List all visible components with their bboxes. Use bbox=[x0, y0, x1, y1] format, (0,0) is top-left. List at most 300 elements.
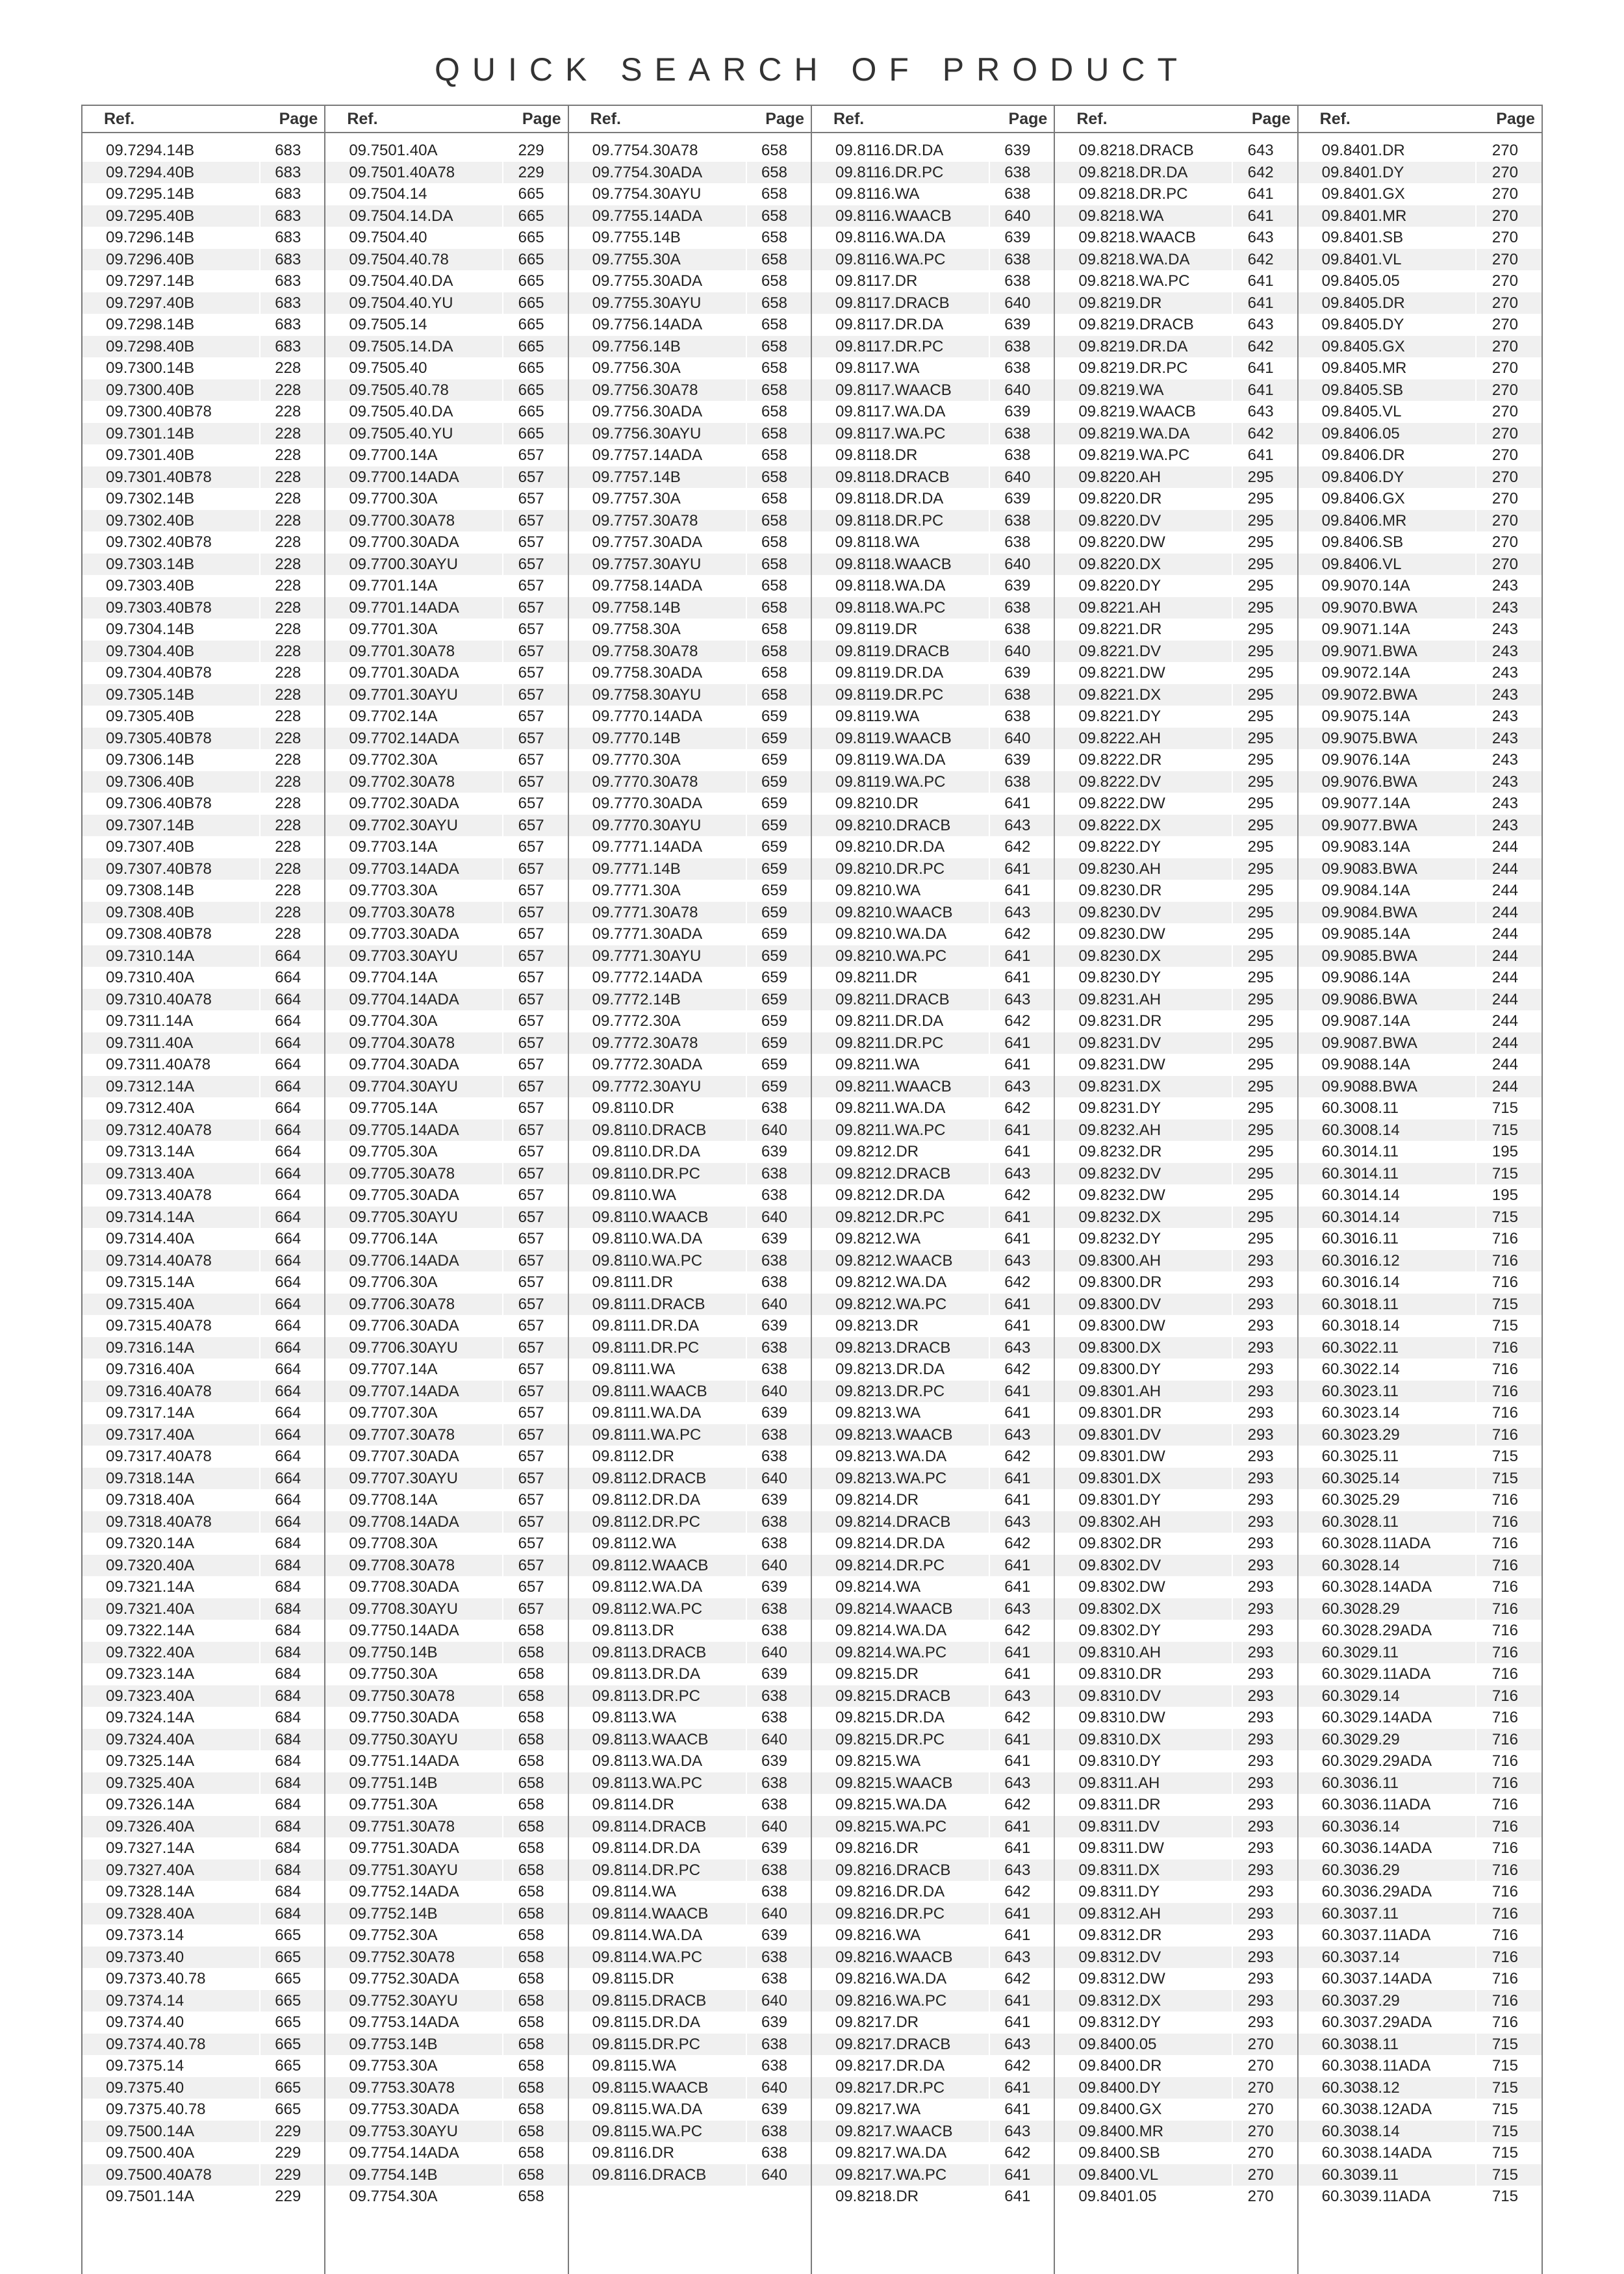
ref-code: 09.8117.DRACB bbox=[835, 294, 950, 312]
page-number: 293 bbox=[1232, 1794, 1297, 1816]
ref-code: 09.9087.BWA bbox=[1321, 1034, 1417, 1052]
table-row bbox=[82, 1424, 324, 1446]
ref-code: 09.8220.DY bbox=[1078, 577, 1161, 594]
page-number: 684 bbox=[259, 1903, 324, 1925]
table-row bbox=[1299, 662, 1542, 684]
page-number: 293 bbox=[1232, 1381, 1297, 1403]
ref-code: 09.8118.WA bbox=[835, 533, 920, 551]
table-row bbox=[1299, 1359, 1542, 1381]
page-number: 643 bbox=[989, 815, 1054, 837]
page-number: 657 bbox=[502, 1424, 567, 1446]
page-number: 658 bbox=[746, 423, 811, 445]
column-header bbox=[1299, 105, 1542, 133]
table-row bbox=[812, 1968, 1054, 1990]
ref-code: 09.7373.40.78 bbox=[106, 1970, 206, 1987]
table-row bbox=[325, 466, 567, 489]
page-number: 665 bbox=[502, 249, 567, 271]
ref-code: 09.8210.WAACB bbox=[835, 903, 953, 921]
page-number: 638 bbox=[746, 1184, 811, 1207]
page-number: 228 bbox=[259, 858, 324, 880]
ref-code: 09.7704.30ADA bbox=[349, 1056, 459, 1073]
table-row bbox=[812, 619, 1054, 641]
ref-code: 09.7770.14B bbox=[592, 729, 681, 747]
table-row bbox=[325, 1990, 567, 2012]
ref-code: 09.7317.14A bbox=[106, 1404, 195, 1422]
ref-code: 09.8312.DV bbox=[1078, 1948, 1161, 1966]
ref-code: 09.7295.14B bbox=[106, 185, 195, 203]
page-number: 270 bbox=[1475, 423, 1542, 445]
ref-code: 09.8405.GX bbox=[1321, 337, 1405, 355]
page-number: 643 bbox=[989, 902, 1054, 924]
ref-code: 09.7501.40A78 bbox=[349, 163, 455, 181]
ref-code: 09.8115.WA.DA bbox=[592, 2101, 703, 2118]
page-number: 641 bbox=[989, 1207, 1054, 1229]
page-number: 684 bbox=[259, 1707, 324, 1729]
ref-code: 60.3038.12 bbox=[1321, 2078, 1400, 2097]
ref-code: 09.8300.DW bbox=[1078, 1317, 1165, 1335]
ref-code: 09.8311.DY bbox=[1078, 1883, 1160, 1900]
page-number: 716 bbox=[1475, 1424, 1542, 1446]
table-row bbox=[569, 2055, 811, 2077]
page-header: Page bbox=[765, 109, 804, 128]
ref-code: 09.8311.DV bbox=[1078, 1817, 1160, 1835]
table-row bbox=[1055, 1010, 1297, 1032]
ref-code: 09.9075.14A bbox=[1321, 708, 1410, 725]
table-row bbox=[569, 1533, 811, 1555]
page-number: 658 bbox=[746, 379, 811, 402]
ref-code: 60.3014.14 bbox=[1321, 1186, 1400, 1204]
page-number: 641 bbox=[989, 858, 1054, 880]
page-number: 716 bbox=[1475, 1555, 1542, 1577]
page-number: 638 bbox=[746, 1881, 811, 1903]
table-row bbox=[1299, 1794, 1542, 1816]
page-number: 657 bbox=[502, 815, 567, 837]
ref-code: 09.7298.14B bbox=[106, 316, 195, 333]
page-number: 638 bbox=[989, 249, 1054, 271]
ref-code: 09.9087.14A bbox=[1321, 1012, 1410, 1030]
ref-code: 09.8221.DW bbox=[1078, 664, 1165, 682]
ref-code: 09.8214.DR.PC bbox=[835, 1556, 945, 1574]
ref-code: 09.7310.14A bbox=[106, 947, 195, 965]
ref-code: 09.7757.30AYU bbox=[592, 555, 702, 573]
page-number: 295 bbox=[1232, 836, 1297, 858]
table-row bbox=[569, 1294, 811, 1316]
ref-code: 09.7756.30AYU bbox=[592, 424, 702, 442]
page-number: 228 bbox=[259, 641, 324, 663]
page-number: 659 bbox=[746, 749, 811, 771]
table-row bbox=[82, 140, 324, 162]
ref-code: 09.8217.WA.DA bbox=[835, 2144, 947, 2162]
table-row bbox=[812, 314, 1054, 336]
table-row bbox=[1299, 836, 1542, 858]
ref-code: 09.8213.WA.PC bbox=[835, 1469, 947, 1487]
ref-code: 09.7316.14A bbox=[106, 1338, 195, 1357]
page-number: 642 bbox=[989, 1620, 1054, 1642]
table-row bbox=[1299, 597, 1542, 619]
ref-code: 09.7500.40A78 bbox=[106, 2165, 212, 2184]
ref-code: 09.8211.DRACB bbox=[835, 990, 950, 1008]
page-number: 638 bbox=[989, 510, 1054, 532]
page-number: 657 bbox=[502, 880, 567, 902]
page-number: 716 bbox=[1475, 1337, 1542, 1359]
ref-code: 09.7750.14B bbox=[349, 1643, 438, 1661]
table-row bbox=[569, 1424, 811, 1446]
ref-code: 09.8112.WA bbox=[592, 1535, 677, 1552]
ref-code: 09.8112.DR.PC bbox=[592, 1513, 700, 1531]
table-row bbox=[325, 967, 567, 989]
table-row bbox=[325, 1685, 567, 1707]
page-number: 228 bbox=[259, 597, 324, 619]
table-row bbox=[325, 619, 567, 641]
page-number: 270 bbox=[1232, 2142, 1297, 2164]
ref-code: 09.7301.40B78 bbox=[106, 468, 212, 486]
page-number: 243 bbox=[1475, 662, 1542, 684]
page-number: 228 bbox=[259, 379, 324, 402]
ref-code: 09.8114.WA.DA bbox=[592, 1926, 703, 1944]
ref-code: 60.3038.12ADA bbox=[1321, 2101, 1432, 2118]
page-number: 270 bbox=[1232, 2121, 1297, 2143]
table-row bbox=[82, 270, 324, 292]
table-row bbox=[1299, 1076, 1542, 1098]
table-row bbox=[82, 336, 324, 358]
ref-code: 09.7505.40.78 bbox=[349, 381, 449, 399]
table-row bbox=[1299, 1271, 1542, 1294]
ref-code: 09.8220.AH bbox=[1078, 468, 1161, 486]
page-number: 664 bbox=[259, 1489, 324, 1511]
table-row bbox=[1055, 423, 1297, 445]
ref-code: 09.7754.30A78 bbox=[592, 142, 698, 159]
ref-code: 09.7326.14A bbox=[106, 1796, 195, 1813]
page-number: 658 bbox=[746, 444, 811, 466]
page-number: 642 bbox=[989, 1097, 1054, 1119]
page-number: 270 bbox=[1475, 314, 1542, 336]
page-number: 657 bbox=[502, 1468, 567, 1490]
table-row bbox=[1055, 1294, 1297, 1316]
table-row bbox=[82, 771, 324, 793]
page-number: 657 bbox=[502, 923, 567, 945]
page-number: 295 bbox=[1232, 728, 1297, 750]
ref-code: 09.7708.14ADA bbox=[349, 1513, 459, 1531]
page-number: 664 bbox=[259, 1315, 324, 1337]
table-row bbox=[325, 1968, 567, 1990]
table-row bbox=[569, 1032, 811, 1054]
table-row bbox=[82, 1576, 324, 1598]
page-number: 244 bbox=[1475, 1054, 1542, 1076]
ref-code: 09.7305.40B78 bbox=[106, 729, 212, 747]
page-number: 716 bbox=[1475, 1620, 1542, 1642]
ref-code: 09.7754.30ADA bbox=[592, 163, 703, 181]
table-row bbox=[325, 1381, 567, 1403]
table-row bbox=[82, 989, 324, 1011]
table-row bbox=[1055, 858, 1297, 880]
table-row bbox=[82, 205, 324, 227]
ref-code: 09.8300.DR bbox=[1078, 1273, 1162, 1291]
ref-code: 09.9076.BWA bbox=[1321, 773, 1417, 791]
page-number: 716 bbox=[1475, 1968, 1542, 1990]
page-number: 658 bbox=[746, 357, 811, 379]
table-row bbox=[1055, 1816, 1297, 1838]
table-row bbox=[325, 880, 567, 902]
table-row bbox=[325, 1663, 567, 1685]
ref-code: 09.8211.DR.PC bbox=[835, 1034, 944, 1052]
table-row bbox=[812, 1990, 1054, 2012]
ref-code: 09.8406.DY bbox=[1321, 468, 1404, 486]
ref-code: 09.7706.30ADA bbox=[349, 1317, 459, 1335]
page-number: 244 bbox=[1475, 902, 1542, 924]
ref-code: 09.7501.14A bbox=[106, 2188, 195, 2205]
ref-code: 09.7753.30A78 bbox=[349, 2078, 455, 2097]
page-number: 293 bbox=[1232, 1250, 1297, 1272]
ref-code: 09.8218.WA bbox=[1078, 207, 1164, 225]
page-number: 658 bbox=[502, 1772, 567, 1795]
page-number: 228 bbox=[259, 401, 324, 423]
column-header bbox=[812, 105, 1054, 133]
ref-code: 09.7703.30A78 bbox=[349, 903, 455, 921]
page-number: 658 bbox=[502, 1903, 567, 1925]
table-row bbox=[812, 2034, 1054, 2056]
page-number: 293 bbox=[1232, 1424, 1297, 1446]
table-row bbox=[1299, 945, 1542, 967]
page-number: 665 bbox=[502, 379, 567, 402]
ref-code: 09.8112.DR.DA bbox=[592, 1491, 700, 1509]
page-number: 641 bbox=[989, 1402, 1054, 1424]
table-row bbox=[325, 1076, 567, 1098]
page-number: 270 bbox=[1232, 2164, 1297, 2186]
page-number: 643 bbox=[989, 1337, 1054, 1359]
ref-code: 09.8311.DR bbox=[1078, 1796, 1161, 1813]
page-number: 683 bbox=[259, 292, 324, 314]
page-number: 658 bbox=[746, 314, 811, 336]
table-row bbox=[812, 205, 1054, 227]
page-number: 295 bbox=[1232, 749, 1297, 771]
table-row bbox=[1299, 1707, 1542, 1729]
page-number: 639 bbox=[746, 1228, 811, 1250]
page-number: 657 bbox=[502, 728, 567, 750]
table-row bbox=[812, 2012, 1054, 2034]
ref-code: 09.7315.40A bbox=[106, 1295, 195, 1313]
ref-code: 09.8119.WAACB bbox=[835, 729, 952, 747]
page-number: 657 bbox=[502, 945, 567, 967]
table-row bbox=[1055, 706, 1297, 728]
ref-code: 09.8220.DV bbox=[1078, 511, 1161, 530]
page-number: 658 bbox=[502, 2121, 567, 2143]
page-number: 657 bbox=[502, 444, 567, 466]
ref-code: 09.8211.WA.DA bbox=[835, 1099, 946, 1117]
ref-code: 09.8112.WAACB bbox=[592, 1556, 709, 1574]
table-row bbox=[82, 1207, 324, 1229]
ref-code: 09.9071.BWA bbox=[1321, 642, 1417, 660]
page-number: 638 bbox=[989, 684, 1054, 706]
table-row bbox=[1055, 292, 1297, 314]
page-number: 638 bbox=[746, 1424, 811, 1446]
ref-code: 09.8119.DR bbox=[835, 620, 918, 638]
ref-code: 09.8400.05 bbox=[1078, 2035, 1157, 2053]
page-number: 638 bbox=[746, 1271, 811, 1294]
table-row bbox=[812, 140, 1054, 162]
ref-code: 60.3038.14ADA bbox=[1321, 2144, 1432, 2162]
page-number: 665 bbox=[502, 423, 567, 445]
page-number: 642 bbox=[989, 1968, 1054, 1990]
table-row bbox=[325, 1511, 567, 1533]
table-row bbox=[1055, 444, 1297, 466]
ref-code: 09.7702.30AYU bbox=[349, 816, 459, 834]
page-number: 639 bbox=[746, 1837, 811, 1859]
ref-code: 60.3016.12 bbox=[1321, 1251, 1400, 1270]
page-number: 684 bbox=[259, 1772, 324, 1795]
table-row bbox=[1299, 314, 1542, 336]
page-number: 295 bbox=[1232, 1032, 1297, 1054]
ref-code: 09.8118.DRACB bbox=[835, 468, 950, 486]
table-row bbox=[325, 227, 567, 249]
ref-code: 09.8116.WAACB bbox=[835, 207, 952, 225]
page-number: 638 bbox=[989, 183, 1054, 205]
table-row bbox=[1299, 1533, 1542, 1555]
table-row bbox=[812, 2186, 1054, 2208]
ref-code: 09.8311.AH bbox=[1078, 1774, 1160, 1792]
ref-code: 09.8401.VL bbox=[1321, 250, 1402, 268]
ref-code: 09.8210.DR.PC bbox=[835, 860, 945, 878]
page-number: 195 bbox=[1475, 1141, 1542, 1163]
ref-code: 09.8211.WAACB bbox=[835, 1077, 952, 1095]
page-number: 715 bbox=[1475, 1163, 1542, 1185]
ref-code: 09.7706.14A bbox=[349, 1230, 438, 1247]
table-row bbox=[82, 227, 324, 249]
ref-code: 09.8232.AH bbox=[1078, 1121, 1161, 1139]
ref-code: 09.8214.WA.PC bbox=[835, 1643, 947, 1661]
table-row bbox=[325, 1119, 567, 1142]
page-number: 657 bbox=[502, 1271, 567, 1294]
ref-code: 09.8231.DY bbox=[1078, 1099, 1161, 1117]
ref-code: 09.8216.WA bbox=[835, 1926, 921, 1944]
table-row bbox=[325, 1097, 567, 1119]
ref-code: 09.7310.40A bbox=[106, 969, 195, 986]
page-number: 639 bbox=[746, 1576, 811, 1598]
page-number: 228 bbox=[259, 531, 324, 554]
table-row bbox=[82, 793, 324, 815]
table-row bbox=[569, 336, 811, 358]
ref-code: 09.8400.MR bbox=[1078, 2122, 1164, 2140]
ref-code: 09.7311.14A bbox=[106, 1012, 194, 1030]
ref-code: 09.8110.WA.DA bbox=[592, 1230, 703, 1247]
ref-code: 09.8220.DW bbox=[1078, 533, 1165, 551]
page-number: 664 bbox=[259, 967, 324, 989]
ref-code: 09.8230.DW bbox=[1078, 925, 1165, 943]
table-row bbox=[1055, 1642, 1297, 1664]
ref-code: 09.9077.14A bbox=[1321, 795, 1410, 812]
page-number: 228 bbox=[259, 771, 324, 793]
page-number: 641 bbox=[1232, 444, 1297, 466]
page-number: 641 bbox=[989, 1576, 1054, 1598]
page-number: 658 bbox=[746, 466, 811, 489]
page-number: 659 bbox=[746, 1032, 811, 1054]
index-column-6 bbox=[1299, 105, 1542, 2274]
ref-code: 09.8230.DV bbox=[1078, 903, 1161, 921]
table-row bbox=[325, 401, 567, 423]
table-row bbox=[569, 1685, 811, 1707]
page-number: 295 bbox=[1232, 597, 1297, 619]
table-row bbox=[82, 1663, 324, 1685]
table-row bbox=[1055, 1924, 1297, 1947]
table-row bbox=[812, 1881, 1054, 1903]
table-row bbox=[82, 2077, 324, 2099]
table-row bbox=[325, 945, 567, 967]
ref-code: 09.7317.40A78 bbox=[106, 1448, 212, 1465]
table-row bbox=[812, 1642, 1054, 1664]
table-row bbox=[812, 1163, 1054, 1185]
page-number: 716 bbox=[1475, 1642, 1542, 1664]
page-number: 665 bbox=[502, 292, 567, 314]
ref-code: 60.3029.11ADA bbox=[1321, 1665, 1431, 1683]
ref-code: 09.8212.WA.DA bbox=[835, 1273, 947, 1291]
page-number: 683 bbox=[259, 336, 324, 358]
ref-code: 09.8113.DR.PC bbox=[592, 1687, 700, 1705]
ref-code: 09.8210.DR bbox=[835, 795, 919, 812]
page-number: 228 bbox=[259, 554, 324, 576]
ref-code: 09.7703.14A bbox=[349, 838, 438, 856]
ref-code: 09.7700.30A bbox=[349, 490, 438, 507]
ref-code: 09.7304.14B bbox=[106, 620, 195, 638]
ref-code: 09.7758.30ADA bbox=[592, 664, 703, 682]
table-row bbox=[325, 641, 567, 663]
ref-code: 09.8217.DR.DA bbox=[835, 2057, 945, 2075]
ref-code: 09.7504.14 bbox=[349, 185, 427, 203]
page-number: 683 bbox=[259, 205, 324, 227]
ref-code: 09.7504.40 bbox=[349, 229, 427, 246]
table-row bbox=[325, 1533, 567, 1555]
table-row bbox=[82, 706, 324, 728]
ref-code: 09.9070.BWA bbox=[1321, 598, 1417, 617]
page-number: 195 bbox=[1475, 1184, 1542, 1207]
ref-code: 09.8406.GX bbox=[1321, 490, 1405, 507]
column-header bbox=[82, 105, 324, 133]
page-number: 642 bbox=[989, 1881, 1054, 1903]
page-number: 657 bbox=[502, 597, 567, 619]
ref-code: 09.9070.14A bbox=[1321, 577, 1410, 594]
page-number: 270 bbox=[1475, 488, 1542, 510]
table-row bbox=[82, 1163, 324, 1185]
ref-code: 09.8117.DR.DA bbox=[835, 316, 944, 333]
page-number: 641 bbox=[989, 2012, 1054, 2034]
table-row bbox=[569, 1184, 811, 1207]
page-number: 270 bbox=[1475, 554, 1542, 576]
page-number: 658 bbox=[746, 554, 811, 576]
page-number: 641 bbox=[989, 1141, 1054, 1163]
ref-code: 09.7296.40B bbox=[106, 250, 195, 268]
ref-code: 09.7758.14ADA bbox=[592, 577, 703, 594]
page-number: 295 bbox=[1232, 575, 1297, 597]
ref-code: 09.7704.14ADA bbox=[349, 990, 459, 1008]
table-row bbox=[1055, 1729, 1297, 1751]
ref-code: 09.7374.40.78 bbox=[106, 2035, 206, 2053]
table-row bbox=[569, 1207, 811, 1229]
ref-code: 09.7770.14ADA bbox=[592, 708, 703, 725]
page-number: 657 bbox=[502, 1598, 567, 1620]
ref-code: 09.8406.DR bbox=[1321, 446, 1405, 464]
index-column-4 bbox=[812, 105, 1055, 2274]
page-number: 715 bbox=[1475, 2099, 1542, 2121]
ref-code: 09.7701.30A bbox=[349, 620, 438, 638]
ref-code: 09.7374.40 bbox=[106, 2013, 184, 2031]
page-number: 657 bbox=[502, 1250, 567, 1272]
ref-code: 09.8219.DR bbox=[1078, 294, 1162, 312]
ref-code: 09.8405.VL bbox=[1321, 403, 1402, 420]
table-row bbox=[82, 1729, 324, 1751]
ref-code: 09.8406.MR bbox=[1321, 511, 1407, 530]
table-row bbox=[82, 292, 324, 314]
ref-code: 09.7708.30ADA bbox=[349, 1578, 459, 1596]
table-row bbox=[82, 749, 324, 771]
table-row bbox=[82, 1947, 324, 1969]
